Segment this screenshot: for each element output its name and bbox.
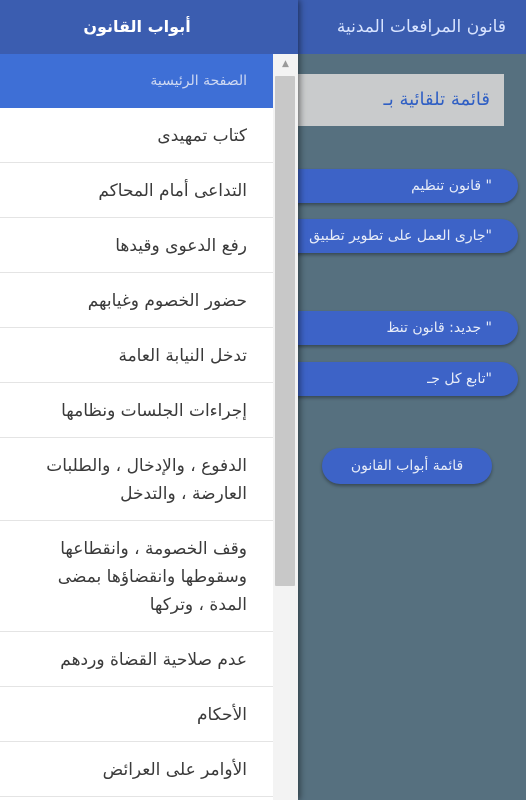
triangle-up-icon[interactable]: ▲ [282,59,289,69]
app-title: قانون المرافعات المدنية [336,17,506,37]
menu-item-attendance[interactable]: حضور الخصوم وغيابهم [0,273,273,328]
menu-item-litigation[interactable]: التداعى أمام المحاكم [0,163,273,218]
scrollbar-thumb[interactable] [275,76,295,586]
menu-item-preliminary-book[interactable]: كتاب تمهيدى [0,108,273,163]
menu-item-judge-disqualification[interactable]: عدم صلاحية القضاة وردهم [0,632,273,687]
menu-item-judgments[interactable]: الأحكام [0,687,273,742]
drawer-title: أبواب القانون [83,17,191,36]
news-pill-1[interactable]: " قانون تنظيم [272,169,518,203]
menu-item-defenses[interactable]: الدفوع ، والإدخال ، والطلبات العارضة ، والتدخل [0,438,273,521]
news-pill-4[interactable]: "تابع كل جـ [272,362,518,396]
drawer-scrollbar[interactable] [273,54,298,800]
menu-item-filing-suit[interactable]: رفع الدعوى وقيدها [0,218,273,273]
chapters-list-button[interactable]: قائمة أبواب القانون [322,448,492,484]
news-pill-2[interactable]: "جارى العمل على تطوير تطبيق [272,219,518,253]
menu-item-suspension[interactable]: وقف الخصومة ، وانقطاعها وسقوطها وانقضاؤها بمضى المدة ، وتركها [0,521,273,632]
drawer-header [0,0,298,54]
drawer-menu [0,54,273,797]
menu-item-public-prosecution[interactable]: تدخل النيابة العامة [0,328,273,383]
menu-item-session-procedures[interactable]: إجراءات الجلسات ونظامها [0,383,273,438]
notice-box[interactable]: قائمة تلقائية بـ [290,74,504,126]
menu-item-home[interactable]: الصفحة الرئيسية [0,54,273,108]
news-pill-3[interactable]: " جديد: قانون تنظ [272,311,518,345]
menu-item-petition-orders[interactable]: الأوامر على العرائض [0,742,273,797]
